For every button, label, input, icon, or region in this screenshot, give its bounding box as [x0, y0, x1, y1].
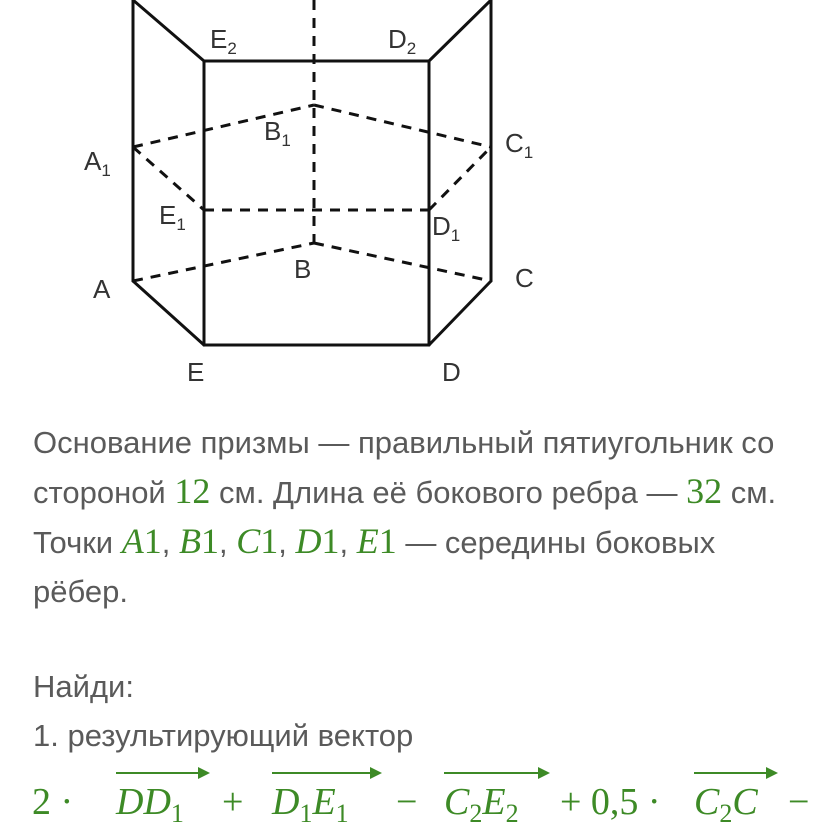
vector-formula	[30, 764, 820, 828]
edge-d1-c1	[429, 147, 491, 210]
label-e1: $E_1$	[159, 200, 186, 234]
op-minus-2: −	[788, 781, 810, 823]
label-c: C	[515, 263, 534, 293]
op-plus-half: + 0,5 ·	[560, 781, 661, 823]
label-b1: $B_1$	[264, 116, 291, 150]
edge-a-b	[133, 243, 314, 281]
label-a: A	[93, 274, 111, 304]
label-e2: $E_2$	[210, 24, 237, 58]
problem-statement	[33, 418, 813, 616]
vector-arrow-3	[444, 772, 548, 774]
task-item-1: 1. результирующий вектор	[33, 718, 414, 753]
label-d1: $D_1$	[432, 211, 461, 245]
vector-dd1: $DD_1$	[116, 781, 184, 828]
edge-b1-c1	[314, 105, 491, 147]
prism-figure	[0, 0, 826, 400]
label-d: D	[442, 357, 461, 387]
vector-c2c: $C_2C$	[694, 781, 758, 828]
problem-line-2: стороной 12 см. Длина её бокового ребра — 32 см.	[33, 471, 777, 511]
coef-2: 2 ·	[32, 781, 74, 823]
edge-a-e	[133, 281, 204, 345]
vector-arrow-1	[116, 772, 208, 774]
vector-arrow-4	[694, 772, 776, 774]
edge-d2-top	[429, 0, 491, 61]
problem-line-3: Точки A1, B1, C1, D1, E1 — середины боковых	[33, 521, 716, 561]
edge-d-c	[429, 281, 491, 345]
label-c1: $C_1$	[505, 128, 534, 162]
edge-value: 32	[686, 471, 723, 511]
label-a1: $A_1$	[84, 146, 111, 180]
edge-b-c	[314, 243, 491, 281]
label-e: E	[187, 357, 205, 387]
task-block	[33, 662, 813, 760]
vector-arrow-2	[272, 772, 380, 774]
label-b: B	[294, 254, 312, 284]
edge-top-e2	[133, 0, 204, 61]
problem-line-4: рёбер.	[33, 574, 128, 609]
op-plus-1: +	[222, 781, 244, 823]
vector-d1e1: $D_1E_1$	[272, 781, 349, 828]
side-value: 12	[174, 471, 211, 511]
problem-line-1: Основание призмы — правильный пятиугольник со	[33, 425, 775, 460]
op-minus-1: −	[396, 781, 418, 823]
vector-c2e2: $C_2E_2$	[444, 781, 519, 828]
find-heading: Найди:	[33, 669, 134, 704]
label-d2: $D_2$	[388, 24, 417, 58]
